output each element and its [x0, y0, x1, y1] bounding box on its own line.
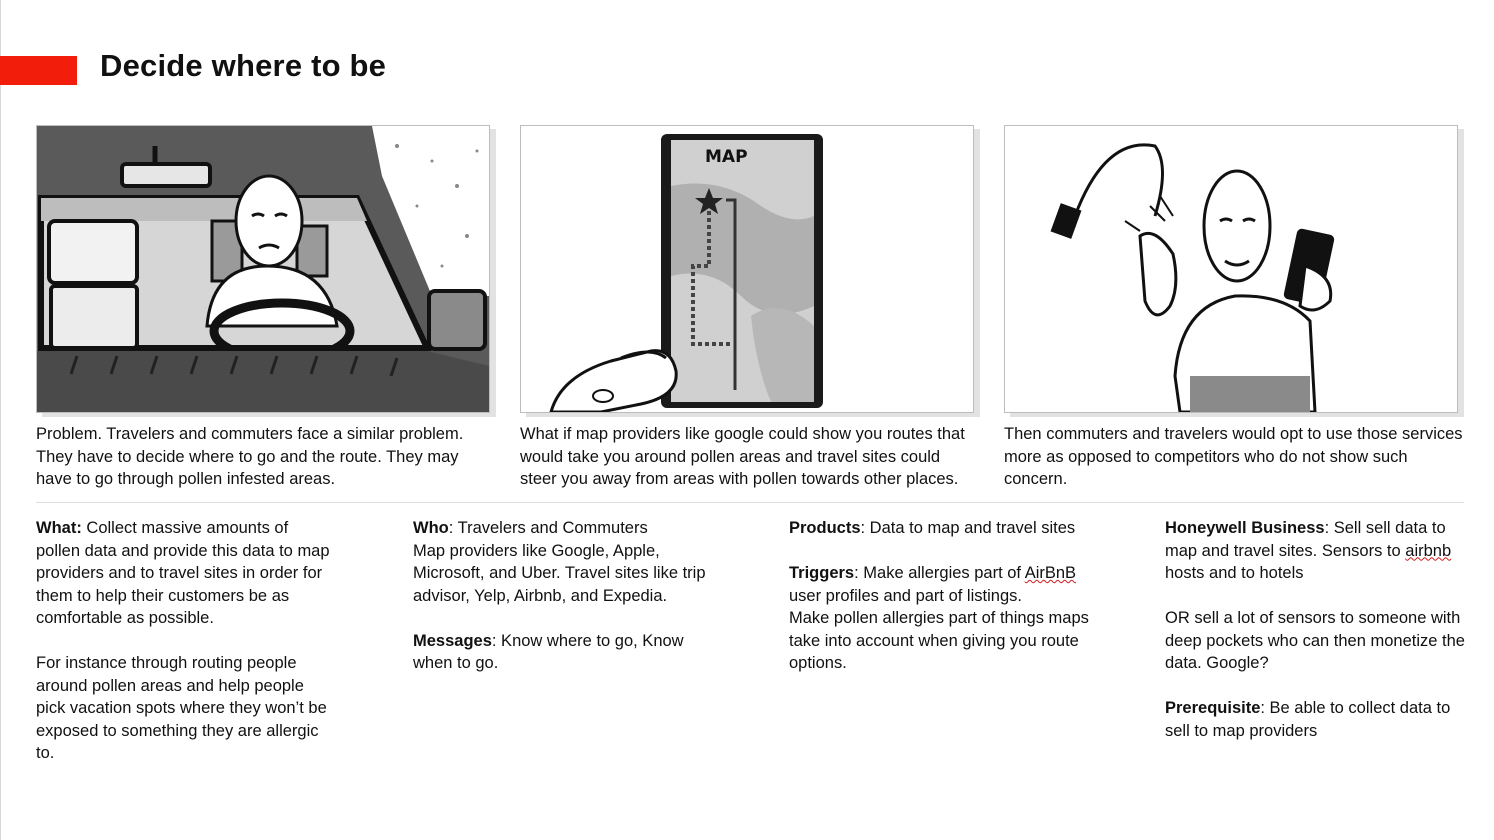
what-label: What: [36, 519, 82, 537]
honeywell-airbnb-word: airbnb [1405, 541, 1452, 560]
triggers-paragraph [789, 562, 1089, 675]
what-text: Collect massive amounts of pollen data and provide this data to map providers and to travel sites in order for them to help their customers be as comfortable as possible. [36, 519, 330, 627]
column-who [413, 517, 713, 697]
products-label: Products [789, 519, 861, 537]
triggers-line2: Make pollen allergies part of things maps take into account when giving you route options. [789, 609, 1089, 672]
panel-caption-outcome: Then commuters and travelers would opt to use those services more as opposed to competitors who do not show such concern. [1004, 425, 1463, 488]
what-example: For instance through routing people around pollen areas and help people pick vacation spots where they won’t be exposed to something they are allergic to. [36, 654, 327, 762]
who-text: : Travelers and Commuters [448, 519, 648, 537]
column-what [36, 517, 336, 787]
slide-title: Decide where to be [100, 48, 387, 83]
panel-caption-solution: What if map providers like google could show you routes that would take you around pollen areas and travel sites could steer you away from areas with pollen towards other places. [520, 425, 965, 488]
honeywell-pre: : Sell sell data to map and travel sites. Sensors to [1165, 519, 1446, 560]
honeywell-paragraph [1165, 517, 1465, 585]
triggers-airbnb-word: AirBnB [1024, 564, 1077, 582]
storyboard-panel-driver [36, 125, 490, 413]
what-paragraph [36, 517, 336, 630]
prerequisite-text: : Be able to collect data to sell to map providers [1165, 699, 1451, 740]
messages-paragraph [413, 630, 713, 675]
products-paragraph [789, 517, 1089, 540]
driver-in-car-illustration [37, 126, 489, 412]
honeywell-post: hosts and to hotels [1165, 564, 1304, 582]
panel-caption-problem: Problem. Travelers and commuters face a similar problem. They have to decide where to go and the route. They may have to go through pollen infested areas. [36, 425, 464, 488]
storyboard-panel-map [520, 125, 974, 413]
left-edge-rule [0, 0, 1, 840]
honeywell-label: Honeywell Business [1165, 519, 1325, 537]
messages-label: Messages [413, 631, 492, 650]
triggers-pre: : Make allergies part of [854, 564, 1025, 582]
who-label: Who [413, 519, 449, 537]
who-text-line2: Map providers like Google, Apple, Microsoft, and Uber. Travel sites like trip advisor, Yelp, Airbnb, and Expedia. [413, 541, 706, 605]
messages-text: : Know where to go, Know when to go. [413, 631, 684, 672]
honeywell-alternative: OR sell a lot of sensors to someone with deep pockets who can then monetize the data. Google? [1165, 609, 1465, 672]
storyboard-panel-decision [1004, 125, 1458, 413]
map-label: MAP [705, 147, 748, 167]
products-text: : Data to map and travel sites [860, 519, 1076, 537]
prerequisite-paragraph [1165, 697, 1465, 742]
accent-bar [0, 56, 77, 85]
man-with-phone-illustration [1005, 126, 1457, 412]
section-divider [36, 502, 1464, 503]
prerequisite-label: Prerequisite [1165, 699, 1261, 717]
triggers-label: Triggers [789, 564, 855, 582]
triggers-post: user profiles and part of listings. [789, 586, 1022, 605]
who-paragraph [413, 517, 713, 607]
phone-map-illustration [521, 126, 973, 412]
column-products [789, 517, 1089, 697]
column-honeywell [1165, 517, 1465, 765]
